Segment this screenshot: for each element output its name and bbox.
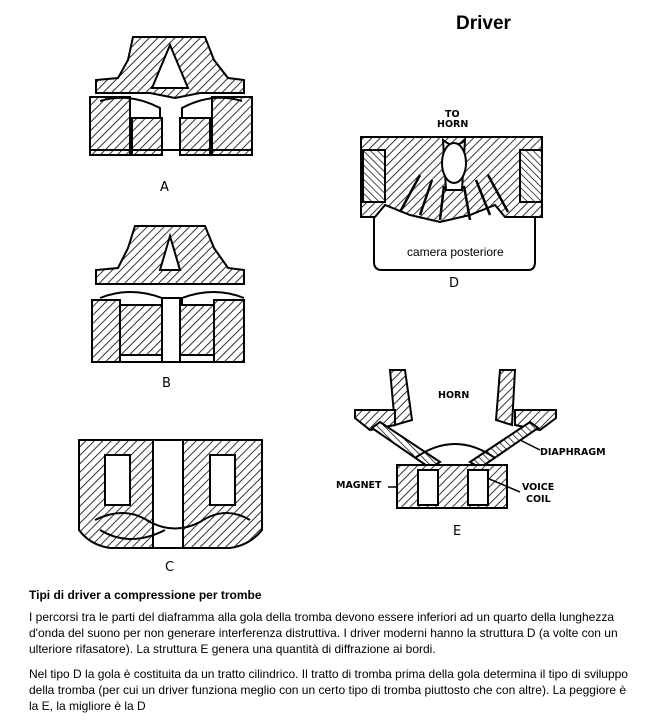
driver-e-left-gap (418, 470, 438, 505)
driver-d-right-magnet (520, 150, 542, 202)
driver-e-leader-diaphragm (520, 440, 540, 450)
driver-e-horn-right (496, 370, 515, 425)
driver-d-phase-plug (442, 143, 466, 183)
driver-b-right-magnet (214, 300, 244, 362)
driver-e-right-cone (470, 422, 538, 468)
driver-c (79, 440, 262, 548)
driver-a-left-magnet (90, 97, 130, 155)
label-b: B (162, 376, 171, 391)
driver-e-right-gap (468, 470, 488, 505)
driver-c-left-gap (105, 455, 130, 505)
to-horn-line1: TO (445, 109, 460, 120)
driver-e-left-cone (372, 422, 440, 468)
voice-label: VOICE (522, 482, 555, 493)
caption (29, 587, 629, 714)
driver-b-right-core (180, 305, 214, 355)
magnet-label: MAGNET (336, 480, 382, 491)
driver-a (90, 37, 252, 155)
driver-b-left-core (120, 305, 162, 355)
caption-paragraph-1: I percorsi tra le parti del diaframma alla gola della tromba devono essere inferiori ad un quarto della lunghezza d'onda del suono per non generare interferenza distruttiva. I driver moderni hanno la struttura D (a volte con un ulteriore rifasatore). La struttura E genera una quantità di diffrazione ai bordi. (29, 610, 618, 656)
driver-a-right-magnet (212, 97, 252, 155)
driver-b (92, 226, 244, 362)
label-c: C (165, 560, 175, 575)
page-title: Driver (456, 13, 511, 34)
label-a: A (160, 180, 169, 195)
driver-b-center-pole (162, 298, 180, 362)
label-d: D (449, 276, 460, 291)
label-e: E (453, 524, 462, 539)
driver-b-left-magnet (92, 300, 120, 362)
to-horn-line2: HORN (437, 119, 469, 130)
coil-label: COIL (526, 494, 551, 505)
caption-heading: Tipi di driver a compressione per trombe (29, 588, 262, 602)
driver-d-rear-chamber (374, 217, 535, 270)
diaphragm-label: DIAPHRAGM (540, 447, 606, 458)
driver-c-throat (153, 440, 183, 548)
driver-c-right-gap (210, 455, 235, 505)
driver-d-left-magnet (363, 150, 385, 202)
horn-label: HORN (438, 390, 470, 401)
driver-e-magnet (397, 465, 507, 508)
rear-chamber-label: camera posteriore (407, 245, 504, 259)
caption-paragraph-2: Nel tipo D la gola è costituita da un tratto cilindrico. Il tratto di tromba prima della gola determina il tipo di sviluppo della tromba (per cui un driver funziona meglio con un certo tipo di tromba piuttosto che con altre). La peggiore è la E, la migliore è la D (29, 667, 628, 713)
